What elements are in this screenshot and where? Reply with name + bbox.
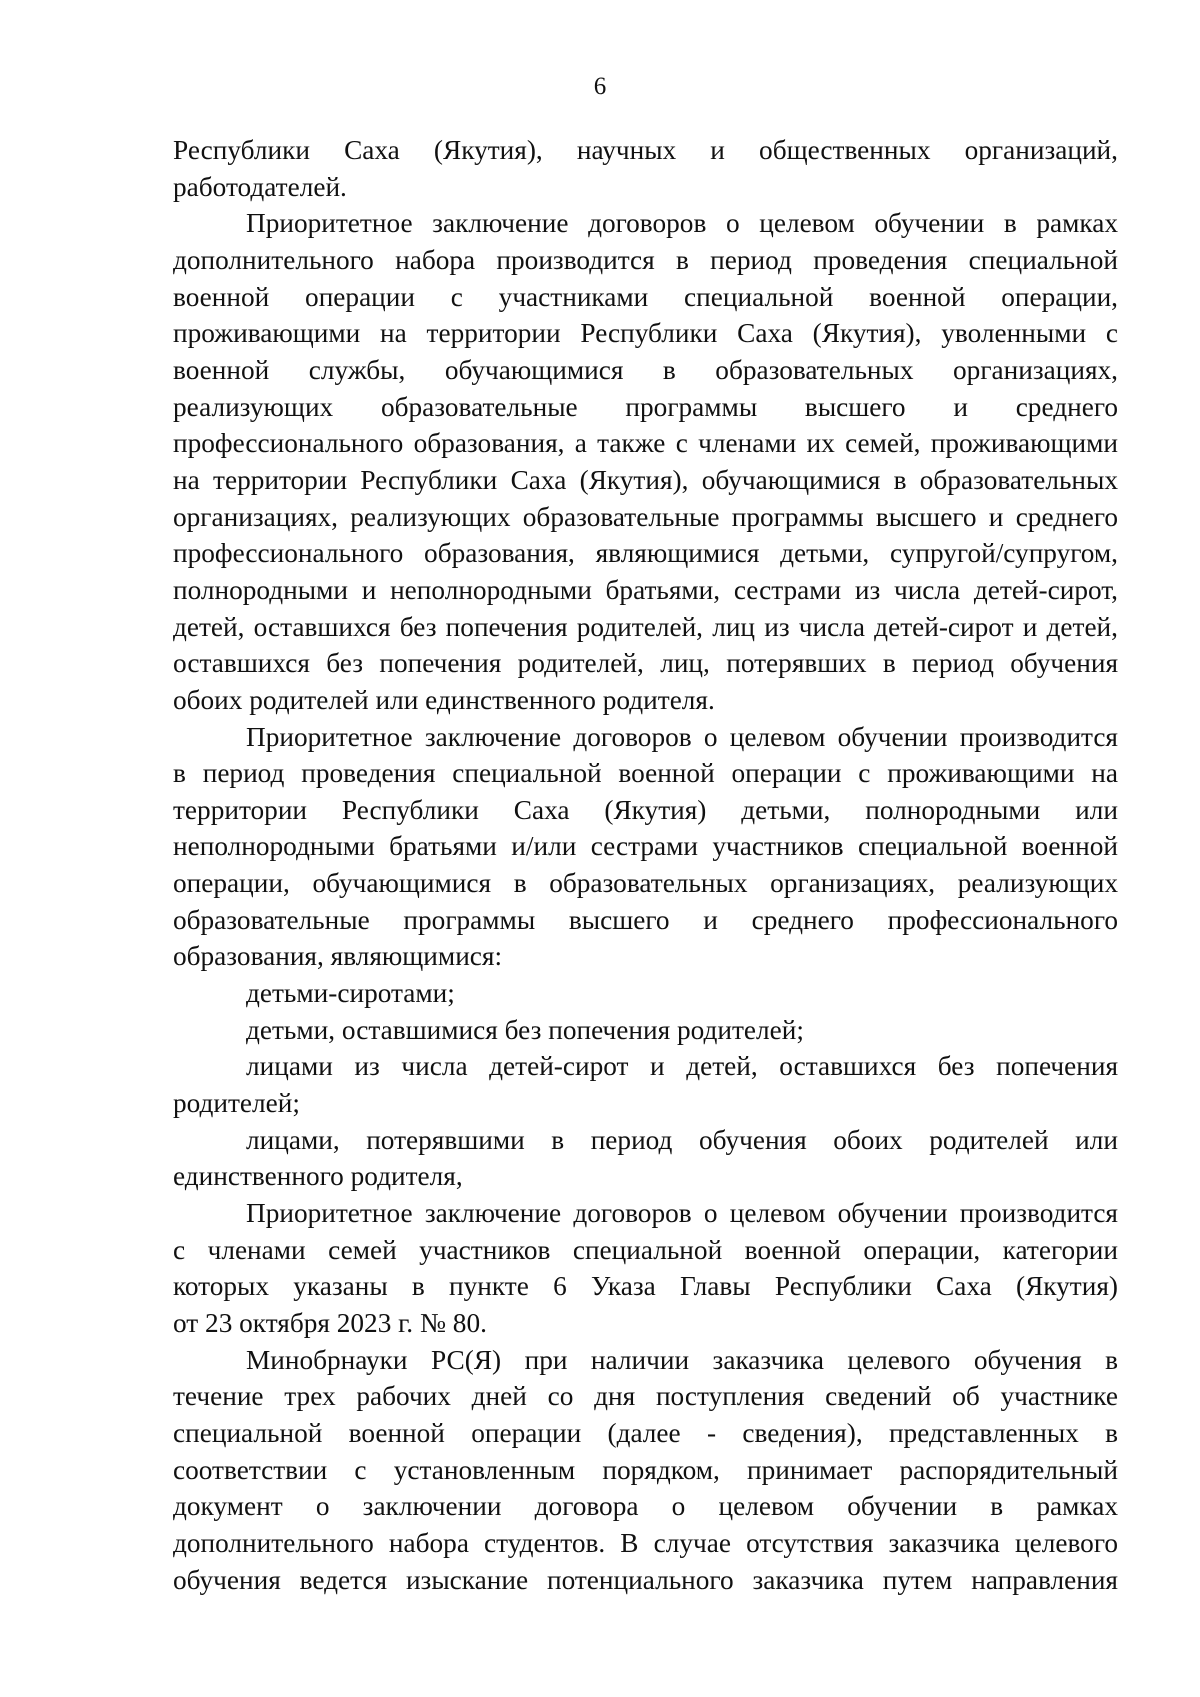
text-line: полнородными и неполнородными братьями, сестрами из числа детей-сирот, (173, 574, 1118, 605)
text-line: организациях, реализующих образовательные программы высшего и среднего (173, 501, 1118, 532)
text-line: образования, являющимися: (173, 941, 503, 972)
text-line: дополнительного набора производится в период проведения специальной (173, 244, 1118, 275)
text-line: военной службы, обучающимися в образовательных организациях, (173, 354, 1118, 385)
text-line: документ о заключении договора о целевом обучении в рамках (173, 1491, 1118, 1522)
text-line: с членами семей участников специальной военной операции, категории (173, 1234, 1118, 1265)
text-line: от 23 октября 2023 г. № 80. (173, 1308, 487, 1338)
page-number: 6 (593, 73, 607, 100)
text-line: работодателей. (173, 171, 347, 202)
text-line: территории Республики Саха (Якутия) детьми, полнородными или (173, 794, 1118, 825)
text-line: Приоритетное заключение договоров о целевом обучении производится (246, 1198, 1118, 1229)
text-line: лицами, потерявшими в период обучения обоих родителей или (246, 1124, 1118, 1155)
text-line: которых указаны в пункте 6 Указа Главы Республики Саха (Якутия) (173, 1271, 1118, 1302)
text-line: операции, обучающимися в образовательных организациях, реализующих (173, 868, 1118, 899)
text-line: детей, оставшихся без попечения родителей, лиц из числа детей-сирот и детей, (173, 611, 1118, 642)
document-body (173, 132, 1118, 1598)
text-line: Приоритетное заключение договоров о целевом обучении производится (246, 721, 1118, 752)
text-line: на территории Республики Саха (Якутия), обучающимися в образовательных (173, 464, 1118, 495)
text-line: лицами из числа детей-сирот и детей, оставшихся без попечения (246, 1051, 1118, 1082)
text-line: соответствии с установленным порядком, принимает распорядительный (173, 1454, 1118, 1485)
text-line: оставшихся без попечения родителей, лиц, потерявших в период обучения (173, 648, 1118, 679)
text-line: обучения ведется изыскание потенциального заказчика путем направления (173, 1564, 1118, 1595)
text-line: образовательные программы высшего и среднего профессионального (173, 904, 1118, 935)
text-line: реализующих образовательные программы высшего и среднего (173, 391, 1118, 422)
text-line: специальной военной операции (далее - сведения), представленных в (173, 1417, 1118, 1448)
text-line: детьми, оставшимися без попечения родителей; (246, 1014, 804, 1045)
text-line: течение трех рабочих дней со дня поступления сведений об участнике (173, 1381, 1118, 1412)
text-line: военной операции с участниками специальной военной операции, (173, 281, 1118, 312)
text-line: профессионального образования, являющимися детьми, супругой/супругом, (173, 538, 1118, 569)
text-line: Приоритетное заключение договоров о целевом обучении в рамках (246, 208, 1118, 239)
text-line: неполнородными братьями и/или сестрами участников специальной военной (173, 831, 1118, 862)
text-line: обоих родителей или единственного родителя. (173, 684, 715, 715)
text-line: детьми-сиротами; (246, 978, 455, 1009)
text-line: родителей; (173, 1088, 300, 1119)
text-line: проживающими на территории Республики Саха (Якутия), уволенными с (173, 318, 1118, 349)
text-line: единственного родителя, (173, 1161, 463, 1192)
text-line: профессионального образования, а также с членами их семей, проживающими (173, 428, 1118, 459)
text-line: Республики Саха (Якутия), научных и общественных организаций, (173, 135, 1118, 165)
text-line: дополнительного набора студентов. В случае отсутствия заказчика целевого (173, 1527, 1118, 1558)
text-line: Минобрнауки РС(Я) при наличии заказчика целевого обучения в (246, 1344, 1118, 1375)
text-line: в период проведения специальной военной операции с проживающими на (173, 758, 1118, 789)
